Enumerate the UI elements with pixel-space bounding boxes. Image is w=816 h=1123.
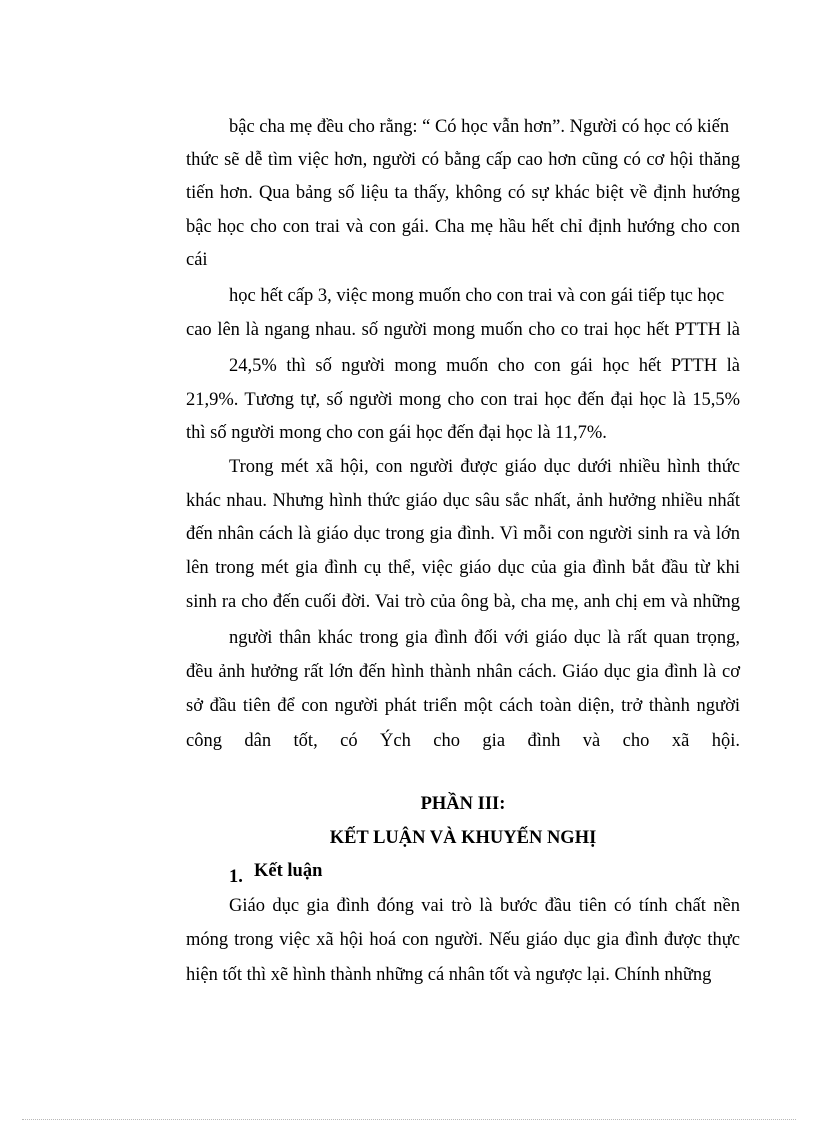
text-line: thức sẽ dễ tìm việc hơn, người có bằng cấp cao hơn cũng có cơ hội thăng (186, 150, 740, 170)
part-subtitle: KẾT LUẬN VÀ KHUYẾN NGHỊ (329, 828, 597, 848)
text-line: 24,5% thì số người mong muốn cho con gái học hết PTTH là (229, 356, 740, 376)
text-line: đều ảnh hưởng rất lớn đến hình thành nhân cách. Giáo dục gia đình là cơ (186, 662, 740, 682)
text-line: 21,9%. Tương tự, số người mong cho con trai học đến đại học là 15,5% (186, 390, 740, 410)
text-line: công dân tốt, có Ých cho gia đình và cho xã hội. (186, 731, 740, 751)
text-line: sở đầu tiên để con người phát triển một cách toàn diện, trở thành người (186, 696, 740, 716)
text-line: sinh ra cho đến cuối đời. Vai trò của ông bà, cha mẹ, anh chị em và những (186, 592, 740, 612)
page-bottom-rule (22, 1119, 796, 1120)
text-line: móng trong việc xã hội hoá con người. Nếu giáo dục gia đình được thực (186, 930, 740, 950)
section-title: Kết luận (254, 861, 323, 881)
text-line: hiện tốt thì xẽ hình thành những cá nhân tốt và ngược lại. Chính những (186, 965, 712, 985)
text-line: Giáo dục gia đình đóng vai trò là bước đầu tiên có tính chất nền (229, 896, 740, 916)
text-line: cao lên là ngang nhau. số người mong muốn cho co trai học hết PTTH là (186, 320, 740, 340)
text-line: học hết cấp 3, việc mong muốn cho con trai và con gái tiếp tục học (229, 286, 725, 306)
text-line: cái (186, 250, 208, 270)
text-line: thì số người mong cho con gái học đến đại học là 11,7%. (186, 423, 607, 443)
text-line: đến nhân cách là giáo dục trong gia đình. Vì mỗi con người sinh ra và lớn (186, 524, 740, 544)
section-number: 1. (229, 867, 243, 887)
text-line: người thân khác trong gia đình đối với giáo dục là rất quan trọng, (229, 628, 740, 648)
text-line: bậc học cho con trai và con gái. Cha mẹ hầu hết chỉ định hướng cho con (186, 217, 740, 237)
text-line: bậc cha mẹ đều cho rằng: “ Có học vẫn hơn”. Người có học có kiến (229, 117, 730, 137)
text-line: khác nhau. Nhưng hình thức giáo dục sâu sắc nhất, ảnh hưởng nhiều nhất (186, 491, 740, 511)
part-title: PHẦN III: (420, 794, 506, 814)
text-line: tiến hơn. Qua bảng số liệu ta thấy, không có sự khác biệt về định hướng (186, 183, 740, 203)
text-line: lên trong mét gia đình cụ thể, việc giáo dục của gia đình bắt đầu từ khi (186, 558, 740, 578)
text-line: Trong mét xã hội, con người được giáo dục dưới nhiều hình thức (229, 457, 740, 477)
